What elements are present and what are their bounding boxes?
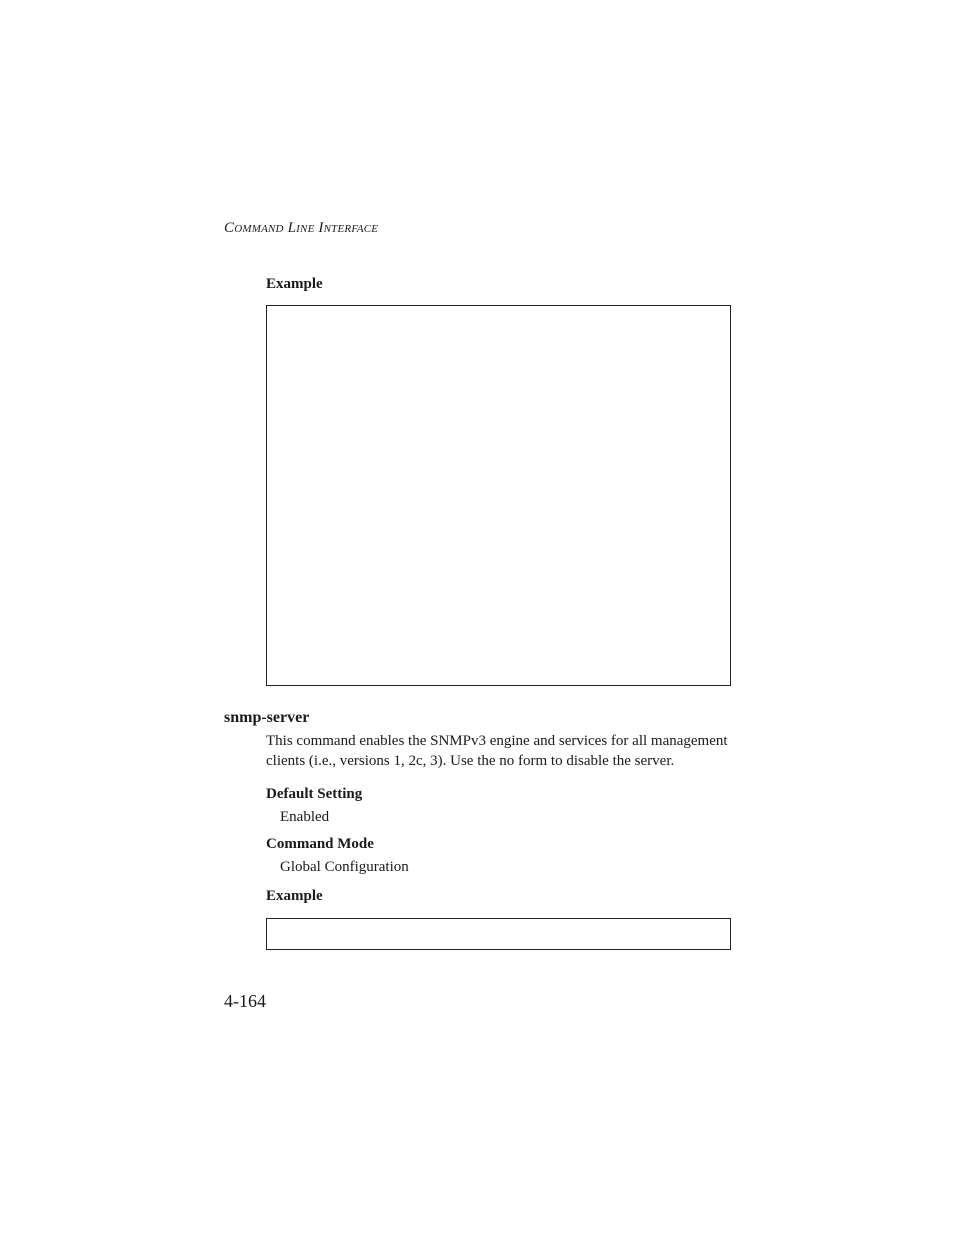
default-setting-value: Enabled bbox=[280, 809, 330, 825]
command-mode-value: Global Configuration bbox=[280, 859, 409, 875]
page-number: 4-164 bbox=[224, 991, 266, 1011]
example-code-box-bottom bbox=[266, 918, 731, 950]
command-description-line-1: This command enables the SNMPv3 engine and services for all management bbox=[266, 733, 728, 749]
default-setting-heading: Default Setting bbox=[266, 786, 363, 802]
example-heading-bottom: Example bbox=[266, 888, 323, 904]
running-header: Command Line Interface bbox=[224, 220, 379, 236]
command-title: snmp-server bbox=[224, 709, 310, 726]
command-description-line-2: clients (i.e., versions 1, 2c, 3). Use the no form to disable the server. bbox=[266, 753, 675, 769]
command-mode-heading: Command Mode bbox=[266, 836, 374, 852]
example-code-box-top bbox=[266, 305, 731, 686]
example-heading-top: Example bbox=[266, 276, 323, 292]
